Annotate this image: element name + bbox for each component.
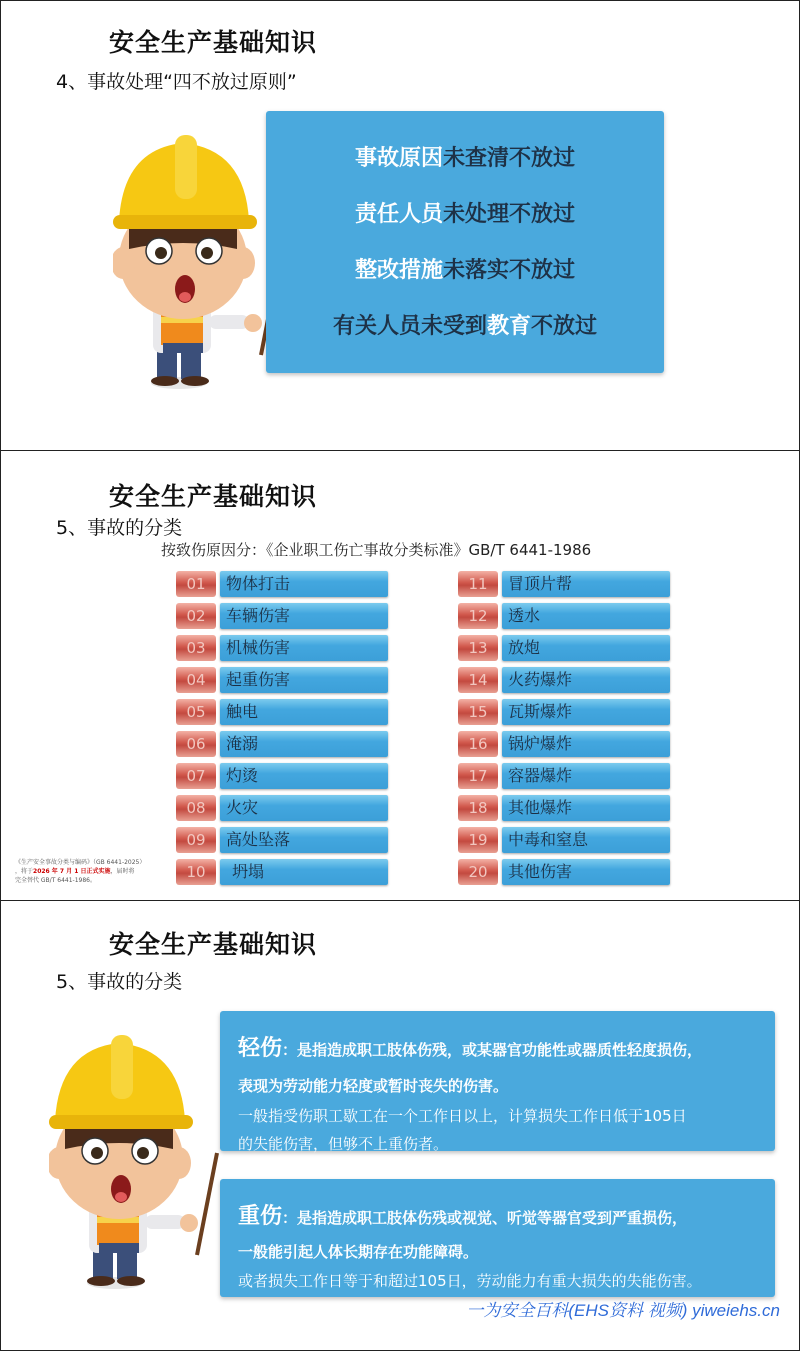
note-line-3: 完全替代 GB/T 6441-1986。 xyxy=(15,877,96,884)
rule-4-subject: 有关人员未受到 xyxy=(332,314,487,339)
minor-injury-box xyxy=(220,1011,775,1151)
slide-accident-handling xyxy=(0,0,800,451)
item-label: 容器爆炸 xyxy=(502,763,670,789)
rule-3 xyxy=(266,253,664,284)
item-number: 06 xyxy=(176,731,216,757)
item-number: 13 xyxy=(458,635,498,661)
slide-injury-definitions xyxy=(0,900,800,1351)
site-watermark: 一为安全百科(EHS资料 视频) yiweiehs.cn xyxy=(466,1301,780,1320)
item-label: 其他伤害 xyxy=(502,859,670,885)
item-label: 冒顶片帮 xyxy=(502,571,670,597)
rule-1 xyxy=(266,141,664,172)
rule-1-subject: 事故原因 xyxy=(354,146,443,171)
serious-injury-note-1: 或者损失工作日等于和超过105日，劳动能力有重大损失的失能伤害。 xyxy=(238,1272,702,1290)
minor-injury-note-2: 的失能伤害，但够不上重伤者。 xyxy=(238,1135,449,1153)
item-number: 19 xyxy=(458,827,498,853)
slide-title: 安全生产基础知识 xyxy=(109,28,318,57)
slide-title: 安全生产基础知识 xyxy=(109,930,318,959)
item-label: 物体打击 xyxy=(220,571,388,597)
item-label: 淹溺 xyxy=(220,731,388,757)
note-line-2-post: ，届时将 xyxy=(110,868,135,875)
item-number: 18 xyxy=(458,795,498,821)
item-number: 02 xyxy=(176,603,216,629)
item-number: 01 xyxy=(176,571,216,597)
item-label: 车辆伤害 xyxy=(220,603,388,629)
rule-3-subject: 整改措施 xyxy=(354,258,443,283)
item-number: 16 xyxy=(458,731,498,757)
rule-1-condition: 未查清不放过 xyxy=(443,146,576,171)
minor-injury-definition xyxy=(238,1031,702,1062)
note-line-1: 《生产安全事故分类与编码》（GB 6441-2025） xyxy=(15,859,146,866)
serious-injury-term: 重伤 xyxy=(238,1204,283,1229)
note-effective-date: 2026 年 7 月 1 日正式实施 xyxy=(33,868,111,875)
item-number: 14 xyxy=(458,667,498,693)
item-label: 透水 xyxy=(502,603,670,629)
slide-subtitle: 4、事故处理“四不放过原则” xyxy=(56,71,297,93)
item-label: 锅炉爆炸 xyxy=(502,731,670,757)
minor-injury-def-1: ：是指造成职工肢体伤残，或某器官功能性或器质性轻度损伤， xyxy=(282,1041,703,1059)
item-label: 其他爆炸 xyxy=(502,795,670,821)
serious-injury-def-1: ：是指造成职工肢体伤残或视觉、听觉等器官受到严重损伤， xyxy=(282,1209,688,1227)
item-number: 10 xyxy=(176,859,216,885)
four-principles-box xyxy=(266,111,664,373)
item-number: 15 xyxy=(458,699,498,725)
item-number: 08 xyxy=(176,795,216,821)
slide-title: 安全生产基础知识 xyxy=(109,482,318,511)
serious-injury-definition xyxy=(238,1199,687,1230)
rule-3-condition: 未落实不放过 xyxy=(443,258,576,283)
minor-injury-note-1: 一般指受伤职工歇工在一个工作日以上，计算损失工作日低于105日 xyxy=(238,1107,687,1125)
item-label: 火药爆炸 xyxy=(502,667,670,693)
slide-subtitle: 5、事故的分类 xyxy=(56,517,183,539)
item-label: 瓦斯爆炸 xyxy=(502,699,670,725)
item-number: 03 xyxy=(176,635,216,661)
worker-mascot-icon xyxy=(113,129,291,391)
note-line-2-pre: ，将于 xyxy=(15,868,34,875)
rule-2-condition: 未处理不放过 xyxy=(443,202,576,227)
item-label: 灼烫 xyxy=(220,763,388,789)
rule-4-tail: 不放过 xyxy=(531,314,598,339)
slide-accident-classification xyxy=(0,450,800,901)
item-label: 火灾 xyxy=(220,795,388,821)
minor-injury-def-2: 表现为劳动能力轻度或暂时丧失的伤害。 xyxy=(238,1077,509,1095)
minor-injury-term: 轻伤 xyxy=(238,1036,283,1061)
item-label: 起重伤害 xyxy=(220,667,388,693)
standard-note: 按致伤原因分：《企业职工伤亡事故分类标准》GB/T 6441-1986 xyxy=(161,541,592,559)
item-number: 20 xyxy=(458,859,498,885)
item-number: 11 xyxy=(458,571,498,597)
serious-injury-def-2: 一般能引起人体长期存在功能障碍。 xyxy=(238,1243,479,1261)
item-number: 07 xyxy=(176,763,216,789)
item-number: 17 xyxy=(458,763,498,789)
item-label: 触电 xyxy=(220,699,388,725)
slide-subtitle: 5、事故的分类 xyxy=(56,971,183,993)
item-label: 机械伤害 xyxy=(220,635,388,661)
rule-2 xyxy=(266,197,664,228)
rule-4-condition: 教育 xyxy=(486,314,531,339)
item-label: 坍塌 xyxy=(220,859,388,885)
rule-2-subject: 责任人员 xyxy=(354,202,443,227)
serious-injury-box xyxy=(220,1179,775,1297)
standard-update-note xyxy=(15,858,165,885)
item-number: 12 xyxy=(458,603,498,629)
worker-mascot-icon xyxy=(49,1029,227,1291)
rule-4 xyxy=(266,309,664,340)
item-number: 09 xyxy=(176,827,216,853)
item-label: 中毒和窒息 xyxy=(502,827,670,853)
item-number: 05 xyxy=(176,699,216,725)
item-label: 高处坠落 xyxy=(220,827,388,853)
item-label: 放炮 xyxy=(502,635,670,661)
item-number: 04 xyxy=(176,667,216,693)
